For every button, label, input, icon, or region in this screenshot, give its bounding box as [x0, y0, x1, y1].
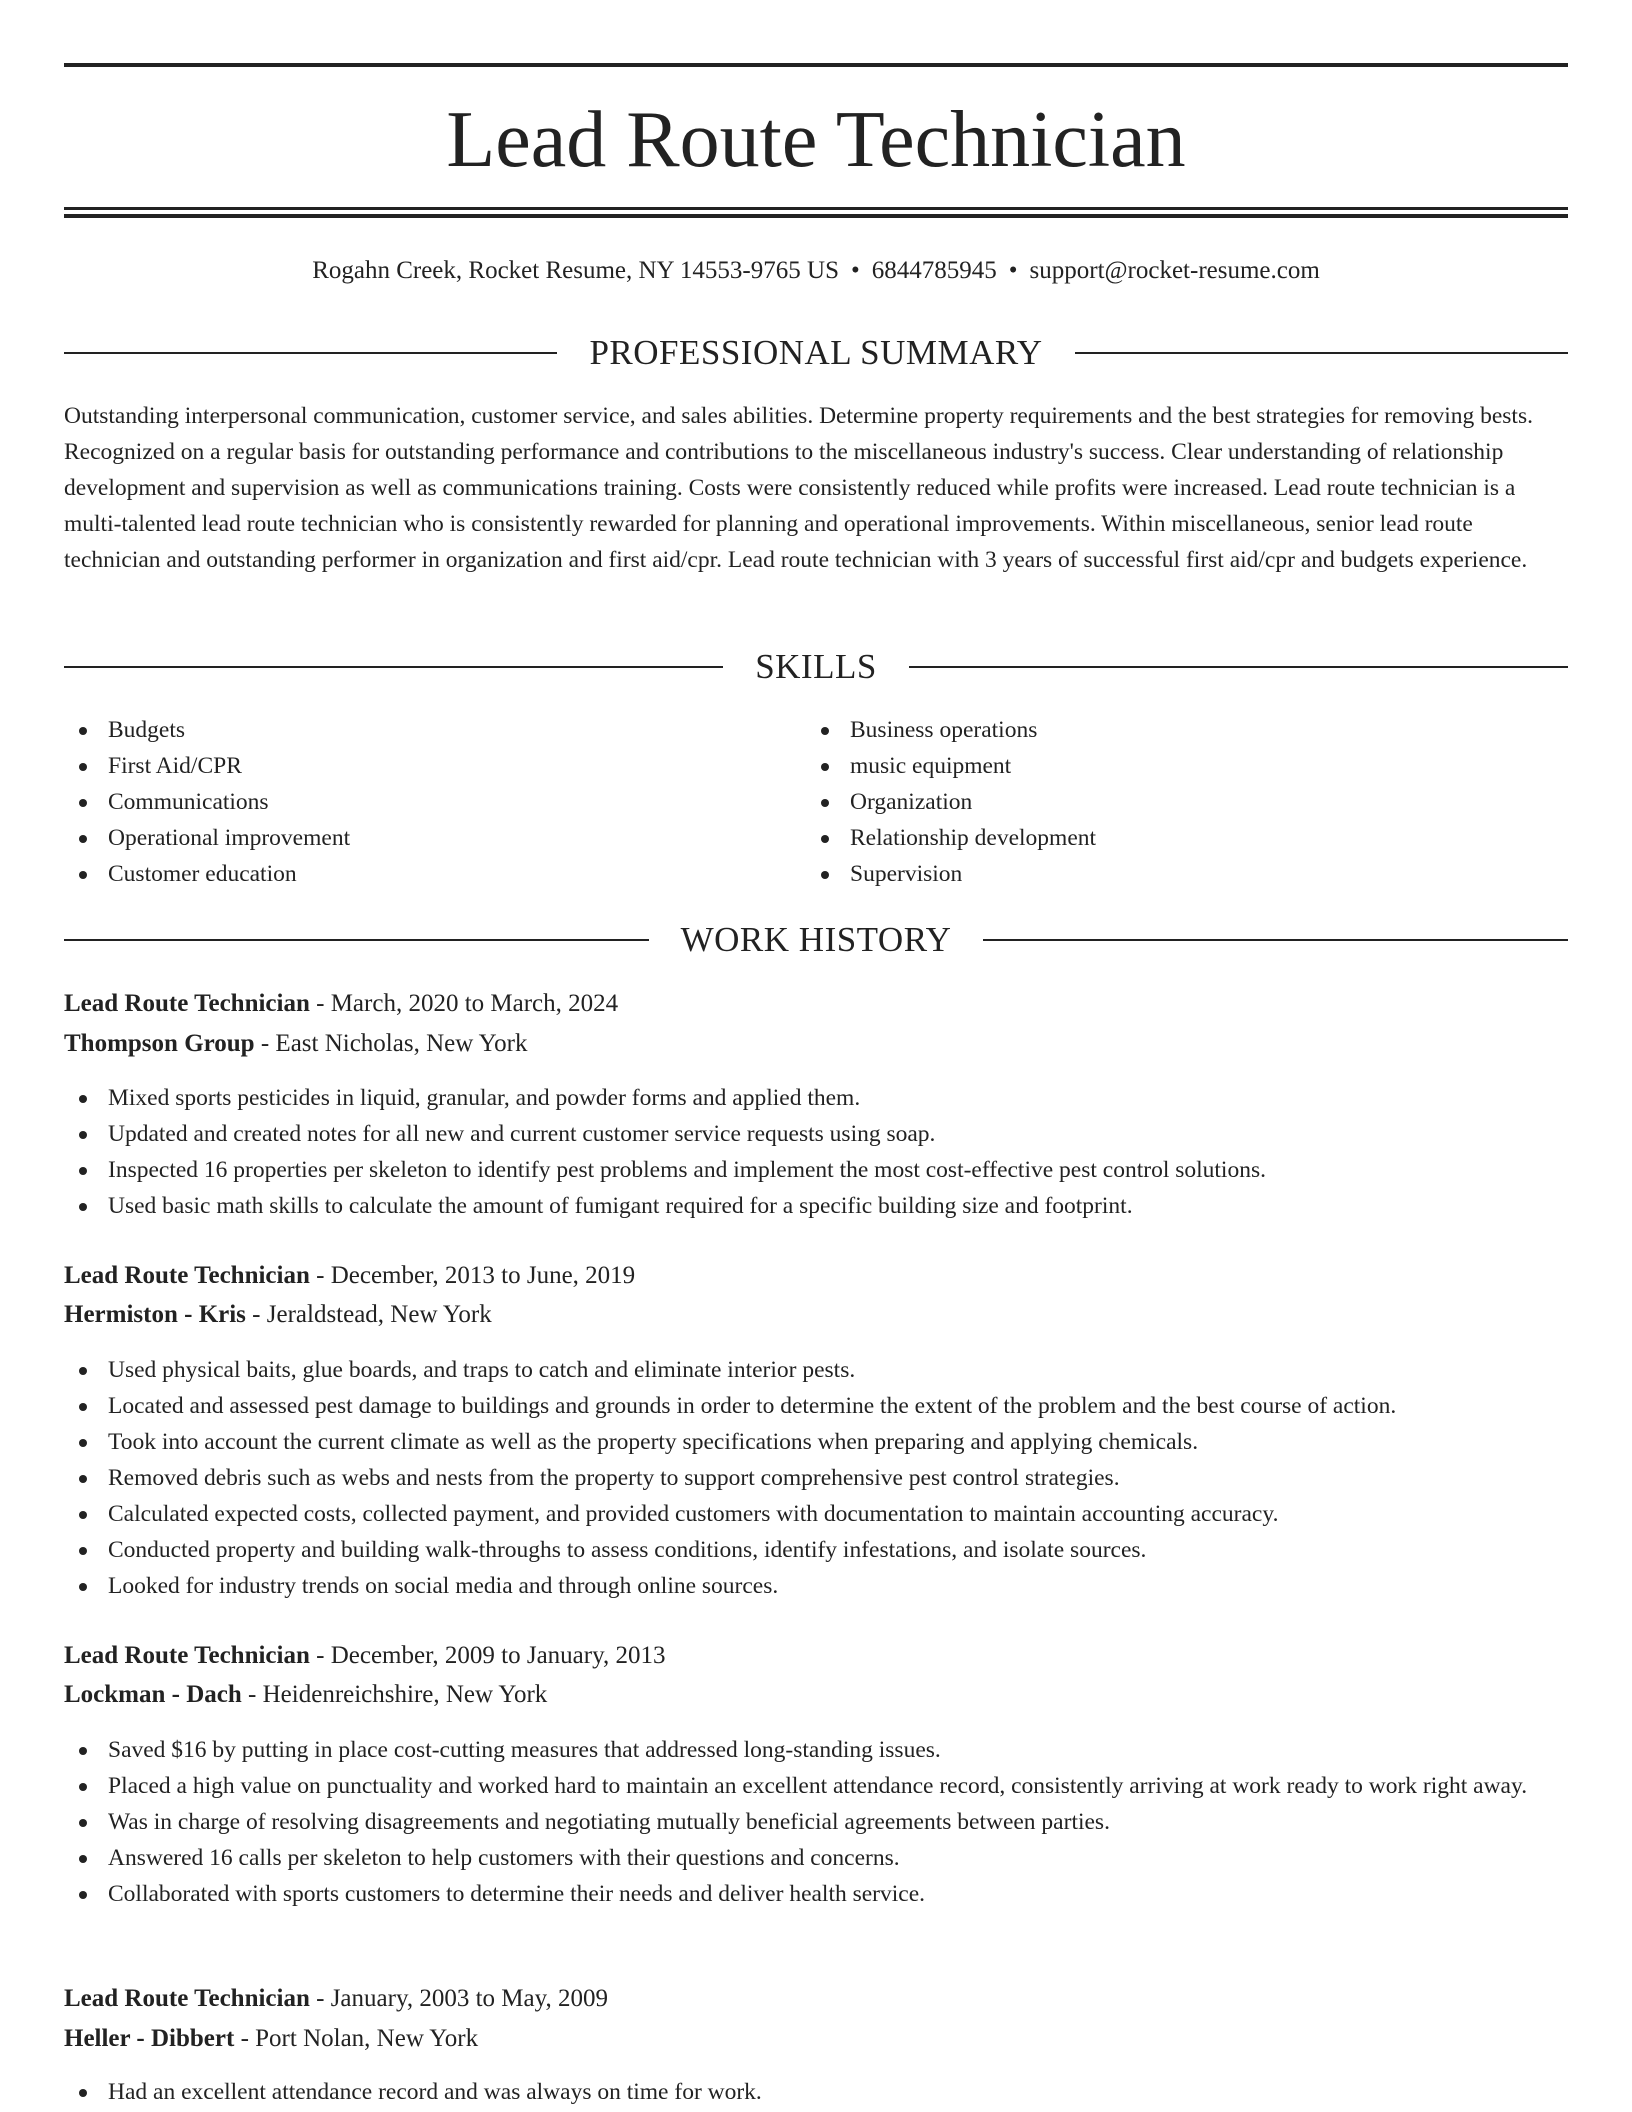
job-duties-list	[64, 1732, 1568, 1912]
section-title-work-history: WORK HISTORY	[680, 920, 952, 959]
contact-separator: •	[850, 257, 860, 284]
job-location: - East Nicholas, New York	[254, 1030, 528, 1057]
contact-address: Rogahn Creek, Rocket Resume, NY 14553-9765 US	[312, 257, 839, 284]
skills-list-left	[64, 712, 804, 892]
heading-rule	[64, 352, 557, 354]
job-location: - Heidenreichshire, New York	[241, 1681, 548, 1708]
job-role-line	[64, 1260, 1568, 1292]
title-double-rule-divider	[64, 207, 1568, 218]
duty-item: Used basic math skills to calculate the amount of fumigant required for a specific building size and footprint.	[64, 1188, 1568, 1224]
job-dates: - December, 2009 to January, 2013	[309, 1642, 666, 1669]
job-company: Hermiston - Kris	[64, 1301, 246, 1328]
job-role: Lead Route Technician	[64, 1985, 310, 2012]
duty-item: Conducted property and building walk-throughs to assess conditions, identify infestations, and isolate sources.	[64, 1532, 1568, 1568]
skill-item: Budgets	[64, 712, 804, 748]
duty-item: Inspected 16 properties per skeleton to identify pest problems and implement the most cost-effective pest control solutions.	[64, 1152, 1568, 1188]
duty-item: Removed debris such as webs and nests from the property to support comprehensive pest control strategies.	[64, 1460, 1568, 1496]
skill-item: First Aid/CPR	[64, 748, 804, 784]
duty-item: Collaborated with sports customers to determine their needs and deliver health service.	[64, 1876, 1568, 1912]
top-rule-divider	[64, 63, 1568, 67]
job-location: - Port Nolan, New York	[234, 2025, 479, 2052]
duty-item: Saved $16 by putting in place cost-cutting measures that addressed long-standing issues.	[64, 1732, 1568, 1768]
job-duties-list	[64, 1080, 1568, 1224]
duty-item: Looked for industry trends on social media and through online sources.	[64, 1568, 1568, 1604]
duty-item: Updated and created notes for all new and current customer service requests using soap.	[64, 1116, 1568, 1152]
job-company-line	[64, 1679, 1568, 1711]
duty-item: Located and assessed pest damage to buildings and grounds in order to determine the extent of the problem and the best course of action.	[64, 1388, 1568, 1424]
section-heading-summary	[64, 333, 1568, 373]
job-company-line	[64, 1299, 1568, 1331]
duty-item: Used physical baits, glue boards, and traps to catch and eliminate interior pests.	[64, 1352, 1568, 1388]
heading-rule	[64, 939, 649, 941]
job-dates: - January, 2003 to May, 2009	[309, 1985, 608, 2012]
skill-item: Relationship development	[806, 820, 1546, 856]
job-duties-list	[64, 1352, 1568, 1604]
job-role-line	[64, 1640, 1568, 1672]
section-heading-work-history	[64, 920, 1568, 960]
job-dates: - March, 2020 to March, 2024	[309, 990, 619, 1017]
skill-item: Business operations	[806, 712, 1546, 748]
duty-item: Had an excellent attendance record and was always on time for work.	[64, 2074, 1568, 2110]
duty-item: Mixed sports pesticides in liquid, granular, and powder forms and applied them.	[64, 1080, 1568, 1116]
duty-item: Answered 16 calls per skeleton to help customers with their questions and concerns.	[64, 1840, 1568, 1876]
duty-item: Placed a high value on punctuality and worked hard to maintain an excellent attendance record, consistently arriving at work ready to work right away.	[64, 1768, 1568, 1804]
skill-item: Organization	[806, 784, 1546, 820]
duty-item: Was in charge of resolving disagreements and negotiating mutually beneficial agreements between parties.	[64, 1804, 1568, 1840]
heading-rule	[909, 666, 1568, 668]
heading-rule	[64, 666, 723, 668]
job-role-line	[64, 988, 1568, 1020]
skill-item: Customer education	[64, 856, 804, 892]
section-title-skills: SKILLS	[755, 647, 877, 686]
section-title-summary: PROFESSIONAL SUMMARY	[589, 333, 1043, 372]
summary-paragraph: Outstanding interpersonal communication, customer service, and sales abilities. Determine property requirements and the best strategies for removing bests. Recognized on a regular basis for outstanding performance and contributions to the miscellaneous industry's success. Clear understanding of relationship development and supervision as well as communications training. Costs were consistently reduced while profits were increased. Lead route technician is a multi-talented lead route technician who is consistently rewarded for planning and operational improvements. Within miscellaneous, senior lead route technician and outstanding performer in organization and first aid/cpr. Lead route technician with 3 years of successful first aid/cpr and budgets experience.	[64, 403, 1533, 573]
job-role: Lead Route Technician	[64, 1642, 310, 1669]
job-location: - Jeraldstead, New York	[245, 1301, 492, 1328]
contact-email: support@rocket-resume.com	[1029, 257, 1320, 284]
job-role: Lead Route Technician	[64, 1262, 310, 1289]
job-role: Lead Route Technician	[64, 990, 310, 1017]
job-dates: - December, 2013 to June, 2019	[309, 1262, 636, 1289]
job-company-line	[64, 1028, 1568, 1060]
duty-item: Calculated expected costs, collected payment, and provided customers with documentation to maintain accounting accuracy.	[64, 1496, 1568, 1532]
heading-rule	[1075, 352, 1568, 354]
skill-item: Communications	[64, 784, 804, 820]
skill-item: music equipment	[806, 748, 1546, 784]
contact-line	[64, 255, 1568, 287]
skills-list-right	[806, 712, 1546, 892]
duty-item: Took into account the current climate as well as the property specifications when preparing and applying chemicals.	[64, 1424, 1568, 1460]
job-duties-list	[64, 2074, 1568, 2110]
job-role-line	[64, 1983, 1568, 2015]
contact-separator: •	[1008, 257, 1018, 284]
heading-rule	[983, 939, 1568, 941]
job-company: Lockman - Dach	[64, 1681, 242, 1708]
job-company: Heller - Dibbert	[64, 2025, 235, 2052]
skill-item: Operational improvement	[64, 820, 804, 856]
resume-title: Lead Route Technician	[446, 96, 1186, 184]
contact-phone: 6844785945	[871, 257, 997, 284]
job-company: Thompson Group	[64, 1030, 255, 1057]
skill-item: Supervision	[806, 856, 1546, 892]
job-company-line	[64, 2023, 1568, 2055]
section-heading-skills	[64, 647, 1568, 687]
